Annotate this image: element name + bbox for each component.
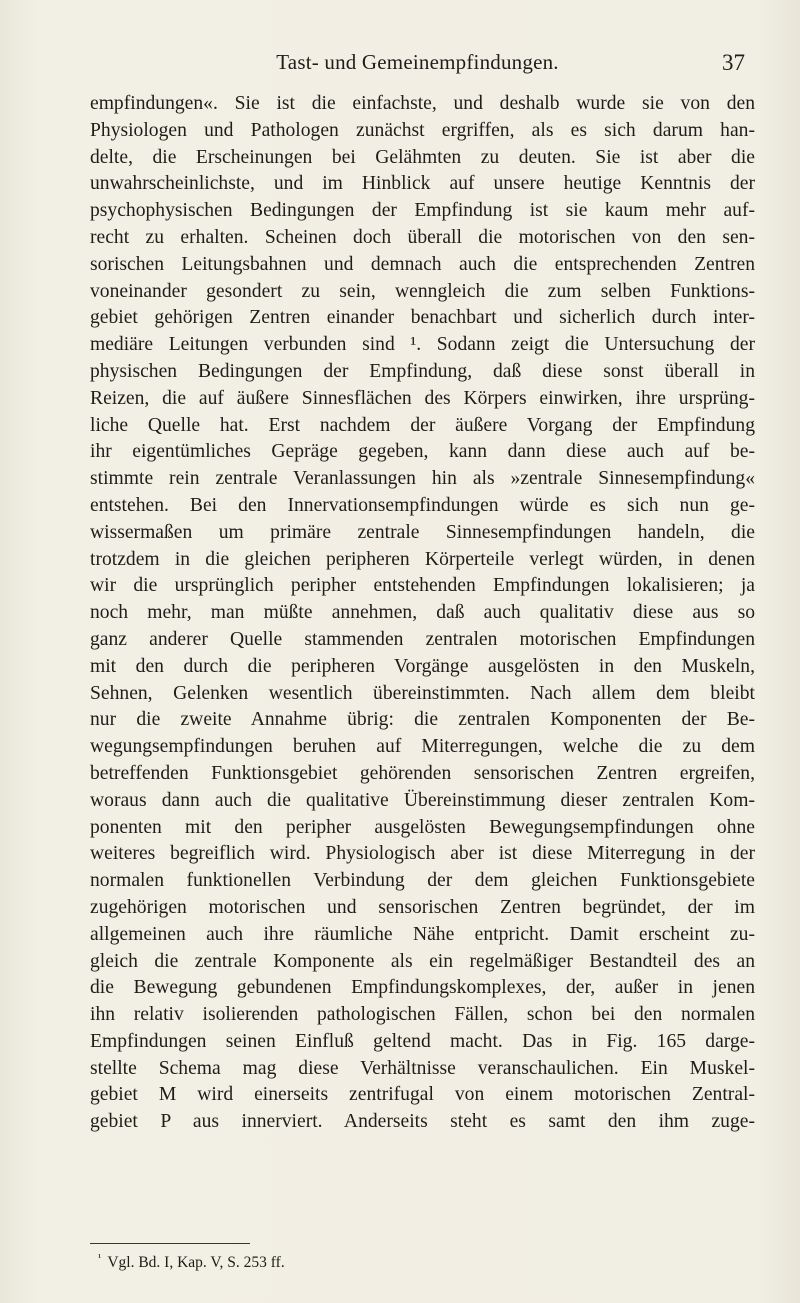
text-line: trotzdem in die gleichen peripheren Körperteile verlegt würden, in denen [90, 548, 755, 570]
text-line: wegungsempfindungen beruhen auf Miterregungen, welche die zu dem [90, 736, 755, 758]
text-line: stellte Schema mag diese Verhältnisse veranschaulichen. Ein Muskel- [90, 1057, 755, 1079]
text-line: recht zu erhalten. Scheinen doch überall die motorischen von den sen- [90, 226, 755, 248]
text-line: Reizen, die auf äußere Sinnesflächen des Körpers einwirken, ihre ursprüng- [90, 387, 755, 409]
text-line: woraus dann auch die qualitative Übereinstimmung dieser zentralen Kom- [90, 789, 755, 811]
text-line: ihn relativ isolierenden pathologischen Fällen, schon bei den normalen [90, 1004, 755, 1026]
text-line: ponenten mit den peripher ausgelösten Bewegungsempfindungen ohne [90, 816, 755, 838]
footnote-divider [90, 1243, 250, 1244]
text-line: liche Quelle hat. Erst nachdem der äußere Vorgang der Empfindung [90, 414, 755, 436]
running-header [90, 50, 745, 84]
text-line: mediäre Leitungen verbunden sind ¹. Sodann zeigt die Untersuchung der [90, 334, 755, 356]
footnote-mark: ¹ [98, 1252, 102, 1264]
text-line: sorischen Leitungsbahnen und demnach auch die entsprechenden Zentren [90, 253, 755, 275]
text-line: gebiet gehörigen Zentren einander benachbart und sicherlich durch inter- [90, 307, 755, 329]
text-line: Empfindungen seinen Einfluß geltend macht. Das in Fig. 165 darge- [90, 1030, 755, 1052]
text-line: delte, die Erscheinungen bei Gelähmten zu deuten. Sie ist aber die [90, 146, 755, 168]
text-line: unwahrscheinlichste, und im Hinblick auf unsere heutige Kenntnis der [90, 173, 755, 195]
text-line: Sehnen, Gelenken wesentlich übereinstimmten. Nach allem dem bleibt [90, 682, 755, 704]
text-line: entstehen. Bei den Innervationsempfindungen würde es sich nun ge- [90, 494, 755, 516]
text-line: noch mehr, man müßte annehmen, daß auch qualitativ diese aus so [90, 602, 755, 624]
body-text [90, 91, 755, 1136]
text-line: gleich die zentrale Komponente als ein regelmäßiger Bestandteil des an [90, 950, 755, 972]
text-line: gebiet M wird einerseits zentrifugal von einem motorischen Zentral- [90, 1084, 755, 1106]
text-line: die Bewegung gebundenen Empfindungskomplexes, der, außer in jenen [90, 977, 755, 999]
text-line: betreffenden Funktionsgebiet gehörenden sensorischen Zentren ergreifen, [90, 762, 755, 784]
footnote-text: Vgl. Bd. I, Kap. V, S. 253 ff. [107, 1254, 285, 1271]
text-line: wir die ursprünglich peripher entstehenden Empfindungen lokalisieren; ja [90, 575, 755, 597]
page-number: 37 [722, 50, 745, 75]
text-line: Physiologen und Pathologen zunächst ergriffen, als es sich darum han- [90, 119, 755, 141]
text-line: physischen Bedingungen der Empfindung, daß diese sonst überall in [90, 360, 755, 382]
footnote [98, 1248, 698, 1273]
text-line: mit den durch die peripheren Vorgänge ausgelösten in den Muskeln, [90, 655, 755, 677]
text-line: empfindungen«. Sie ist die einfachste, und deshalb wurde sie von den [90, 93, 755, 114]
text-line: gebiet P aus innerviert. Anderseits steht es samt den ihm zuge- [90, 1111, 755, 1133]
text-line: allgemeinen auch ihre räumliche Nähe entpricht. Damit erscheint zu- [90, 923, 755, 945]
text-line: normalen funktionellen Verbindung der dem gleichen Funktionsgebiete [90, 870, 755, 892]
text-line: nur die zweite Annahme übrig: die zentralen Komponenten der Be- [90, 709, 755, 731]
text-line: voneinander gesondert zu sein, wenngleich die zum selben Funktions- [90, 280, 755, 302]
text-line: zugehörigen motorischen und sensorischen Zentren begründet, der im [90, 896, 755, 918]
text-line: ganz anderer Quelle stammenden zentralen motorischen Empfindungen [90, 628, 755, 650]
text-line: wissermaßen um primäre zentrale Sinnesempfindungen handeln, die [90, 521, 755, 543]
header-title: Tast- und Gemeinempfindungen. [276, 50, 559, 74]
text-line: ihr eigentümliches Gepräge gegeben, kann dann diese auch auf be- [90, 441, 755, 463]
text-line: weiteres begreiflich wird. Physiologisch aber ist diese Miterregung in der [90, 843, 755, 865]
text-line: psychophysischen Bedingungen der Empfindung ist sie kaum mehr auf- [90, 200, 755, 222]
text-line: stimmte rein zentrale Veranlassungen hin als »zentrale Sinnesempfindung« [90, 468, 755, 490]
